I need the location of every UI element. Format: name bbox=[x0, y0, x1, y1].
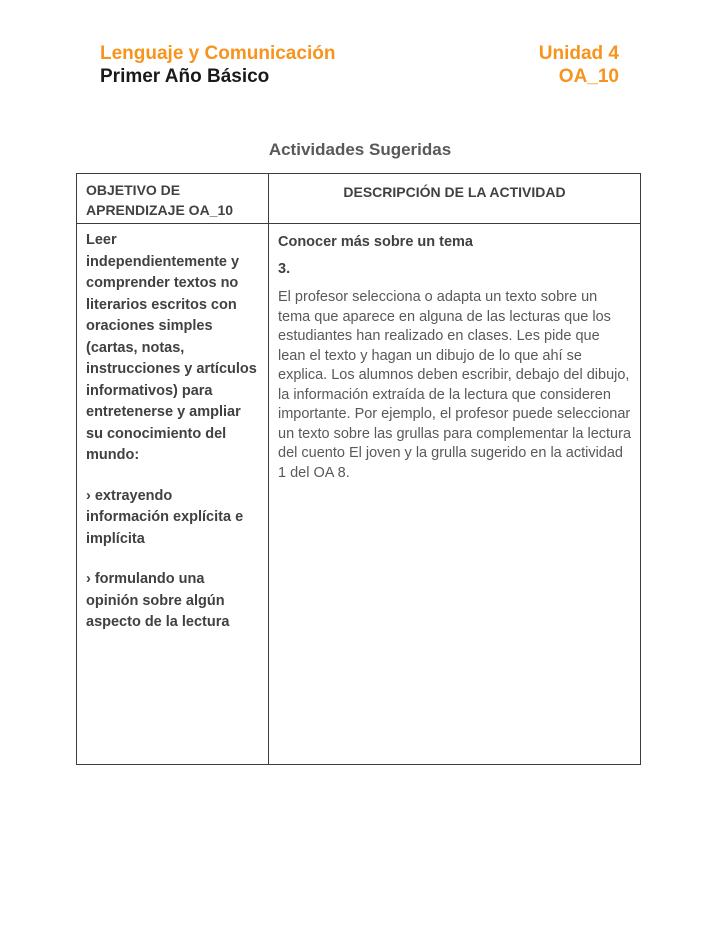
table-header-row bbox=[77, 174, 640, 224]
activity-number: 3. bbox=[278, 261, 291, 277]
page-title: Actividades Sugeridas bbox=[268, 140, 452, 159]
oa-code-label: OA_10 bbox=[558, 66, 619, 87]
activity-description-cell bbox=[269, 224, 640, 764]
unit-label: Unidad 4 bbox=[538, 43, 619, 64]
activity-description-text: El profesor selecciona o adapta un texto sobre un tema que aparece en alguna de las lecturas que los estudiantes han realizado en clases. Les pide que lean el texto y hagan un dibujo de lo que ahí se explica. Los alumnos deben escribir, debajo del dibujo, la información extraída de la lectura que consideren importante. Por ejemplo, el profesor puede seleccionar un texto sobre las grullas para complementar la lectura del cuento El joven y la grulla sugerido en la actividad 1 del OA 8. bbox=[278, 289, 632, 481]
document-header-right bbox=[539, 42, 619, 88]
document-header-left bbox=[100, 42, 335, 88]
description-column-header-cell bbox=[269, 174, 640, 223]
activities-table bbox=[76, 173, 641, 765]
grade-level: Primer Año Básico bbox=[100, 66, 270, 87]
table-body-row bbox=[77, 224, 640, 764]
objective-column-header: OBJETIVO DE APRENDIZAJE OA_10 bbox=[86, 182, 234, 218]
objective-column-header-cell bbox=[77, 174, 269, 223]
subject-title: Lenguaje y Comunicación bbox=[100, 43, 336, 64]
objective-intro-text: Leer independientemente y comprender textos no literarios escritos con oraciones simples (cartas, notas, instrucciones y artículos informativos) para entretenerse y ampliar su conocimiento del mundo: bbox=[86, 232, 257, 463]
activity-subtitle: Conocer más sobre un tema bbox=[278, 234, 473, 250]
objective-bullet: › formulando una opinión sobre algún aspecto de la lectura bbox=[86, 571, 230, 630]
description-column-header: DESCRIPCIÓN DE LA ACTIVIDAD bbox=[343, 184, 566, 200]
objective-bullet: › extrayendo información explícita e implícita bbox=[86, 487, 244, 547]
objective-cell bbox=[77, 224, 269, 764]
